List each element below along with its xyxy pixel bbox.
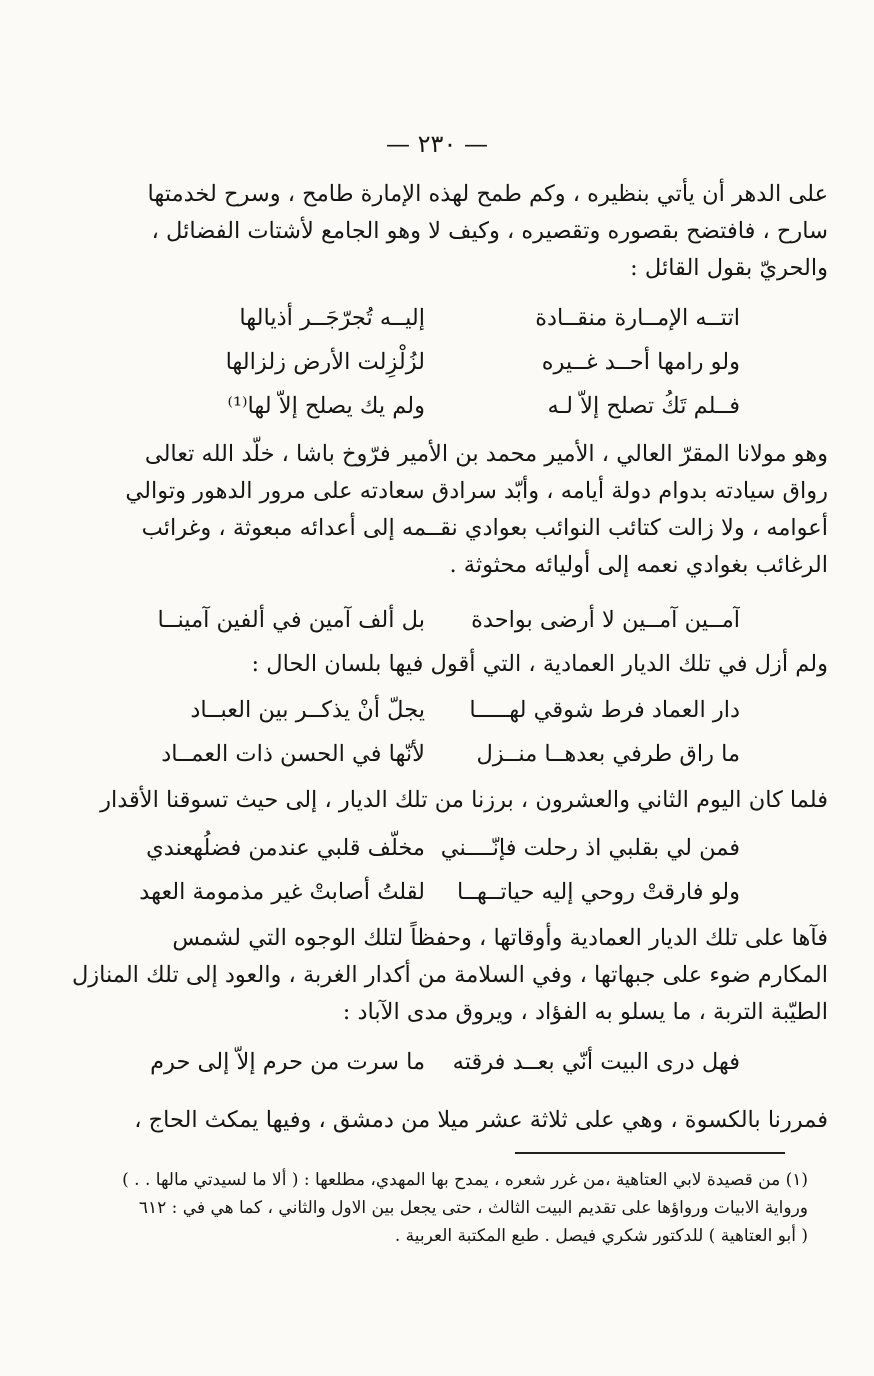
verse-first-hemistich: فهل درى البيت أنّي بعــد فرقته [452,1049,740,1075]
text-line: الرغائب بغوادي نعمه إلى أوليائه محثوثة . [449,552,828,578]
footnotes [48,1166,808,1250]
text-line: وهو مولانا المقرّ العالي ، الأمير محمد بن الأمير فرّوخ باشا ، خلّد الله تعالى [144,441,828,467]
verse-second-hemistich: مخلّف قلبي عندمن فضلُهعندي [146,835,425,861]
verse-first-hemistich: فــلم تَكُ تصلح إلاّ لـه [547,393,740,419]
verse-first-hemistich: ما راق طرفي بعدهــا منــزل [476,741,740,767]
text-line: الطيّبة التربة ، ما يسلو به الفؤاد ، ويروق مدى الآباد : [342,999,828,1025]
verse-second-hemistich: يجلّ أنْ يذكــر بين العبــاد [190,697,425,723]
verse-second-hemistich: بل ألف آمين في ألفين آمينــا [157,607,425,633]
verse-second-hemistich: ما سرت من حرم إلاّ إلى حرم [150,1049,425,1075]
text-line: سارح ، فافتضح بقصوره وتقصيره ، وكيف لا وهو الجامع لأشتات الفضائل ، [151,218,828,244]
verse-first-hemistich: دار العماد فرط شوقي لهـــــا [469,697,740,723]
paragraph-departure [48,782,828,819]
text-line: والحريّ بقول القائل : [630,255,828,281]
paragraph-longing [48,920,828,1031]
verse-first-hemistich: آمــين آمــين لا أرضى بواحدة [471,607,740,633]
footnote-divider [515,1152,785,1154]
verse-line [80,688,740,732]
verse-line [80,826,740,870]
paragraph-intro [48,176,828,287]
verse-second-hemistich: لقلتُ أصابتْ غير مذمومة العهد [139,879,425,905]
text-line: ولم أزل في تلك الديار العمادية ، التي أقول فيها بلسان الحال : [251,651,828,677]
paragraph-kiswa [48,1102,828,1139]
verse-first-hemistich: ولو رامها أحــد غــيره [541,349,740,375]
verse-line [80,340,740,384]
verse-line [80,870,740,914]
verse-line [80,296,740,340]
text-line: فلما كان اليوم الثاني والعشرون ، برزنا من تلك الديار ، إلى حيث تسوقنا الأقدار [100,787,828,813]
footnote-line: ورواية الابيات ورواؤها على تقديم البيت الثالث ، حتى يجعل بين الاول والثاني ، كما هي في : ٦١٢ [138,1198,808,1218]
poem-verses-2 [80,598,740,642]
text-line: أعوامه ، ولا زالت كتائب النوائب بعوادي نقــمه إلى أعدائه مبعوثة ، وغرائب [141,515,828,541]
verse-line [80,598,740,642]
poem-verses-3 [80,688,740,776]
verse-second-hemistich: ولم يك يصلح إلاّ لها⁽¹⁾ [227,393,425,419]
verse-second-hemistich: لزُلْزِلت الأرض زلزالها [225,349,425,375]
verse-line [80,732,740,776]
verse-second-hemistich: إليــه تُجرّجَــر أذيالها [239,305,425,331]
poem-verses-4 [80,826,740,914]
text-line: رواق سيادته بدوام دولة أيامه ، وأبّد سرادق سعادته على مرور الدهور وتوالي [125,478,828,504]
text-line: فآها على تلك الديار العمادية وأوقاتها ، وحفظاً لتلك الوجوه التي لشمس [172,925,828,951]
verse-first-hemistich: فمن لي بقلبي اذ رحلت فإنّــــني [440,835,740,861]
text-line: فمررنا بالكسوة ، وهي على ثلاثة عشر ميلا من دمشق ، وفيها يمكث الحاج ، [134,1107,828,1133]
verse-first-hemistich: اتتــه الإمــارة منقــادة [535,305,740,331]
verse-line [80,1040,740,1084]
verse-first-hemistich: ولو فارقتْ روحي إليه حياتــهــا [456,879,740,905]
footnote-line: ( أبو العتاهية ) للدكتور شكري فيصل . طبع المكتبة العربية . [394,1226,808,1246]
paragraph-praise [48,436,828,584]
page-number: — ٢٣٠ — [386,130,488,158]
paragraph-imadiya [48,646,828,683]
verse-second-hemistich: لأنّها في الحسن ذات العمــاد [161,741,425,767]
verse-line [80,384,740,428]
footnote-line: (١) من قصيدة لابي العتاهية ،من غرر شعره ، يمدح بها المهدي، مطلعها : ( ألا ما لسيدتي مالها . . ) [122,1170,808,1190]
text-line: المكارم ضوء على جبهاتها ، وفي السلامة من أكدار الغربة ، والعود إلى تلك المنازل [71,962,828,988]
poem-verses-5 [80,1040,740,1084]
text-line: على الدهر أن يأتي بنظيره ، وكم طمح لهذه الإمارة طامح ، وسرح لخدمتها [147,181,828,207]
poem-verses-1 [80,296,740,428]
